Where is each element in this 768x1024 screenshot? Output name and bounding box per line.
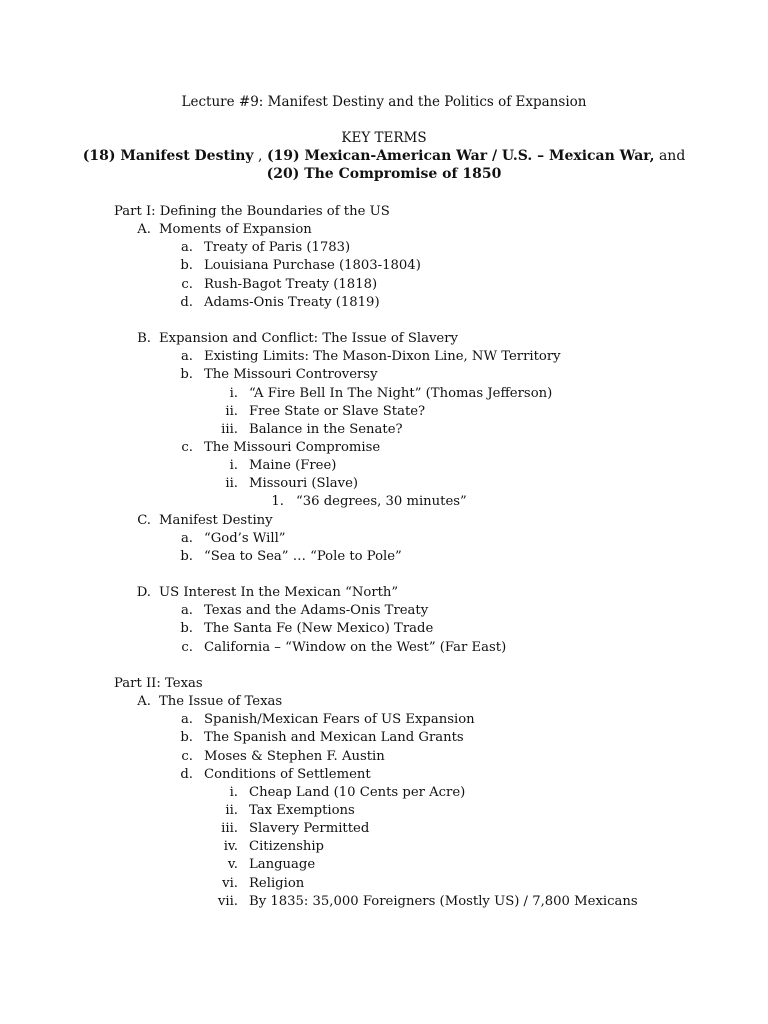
outline-marker: D. [136, 585, 151, 601]
outline-item [0, 239, 768, 257]
outline-marker: B. [137, 331, 151, 347]
outline-item [0, 584, 768, 602]
outline-text: Spanish/Mexican Fears of US Expansion [204, 712, 475, 728]
outline-item [0, 748, 768, 766]
outline-marker: iii. [221, 821, 238, 837]
outline-text: Part I: Defining the Boundaries of the US [114, 204, 390, 219]
outline-item [0, 330, 768, 348]
outline-marker: a. [180, 530, 193, 546]
outline-marker: C. [137, 512, 151, 528]
outline-marker: i. [229, 385, 238, 401]
outline-item [0, 729, 768, 747]
outline-text: Religion [249, 875, 305, 891]
outline-marker: a. [180, 603, 193, 619]
outline-item [0, 856, 768, 874]
outline-text: Texas and the Adams-Onis Treaty [204, 603, 429, 619]
outline-item [0, 784, 768, 802]
outline-item [0, 276, 768, 294]
outline-text: Slavery Permitted [249, 821, 370, 837]
outline-marker: A. [137, 694, 151, 710]
outline-text: The Santa Fe (New Mexico) Trade [204, 621, 434, 637]
outline-item [0, 403, 768, 421]
outline-marker: c. [181, 639, 193, 655]
outline-text: “God’s Will” [204, 530, 286, 546]
outline-text: Moses & Stephen F. Austin [204, 748, 385, 764]
outline-item [0, 820, 768, 838]
outline-text: The Spanish and Mexican Land Grants [204, 730, 464, 746]
key-term-mexican-american-war: (19) Mexican-American War / U.S. – Mexican War, [266, 148, 655, 164]
outline-item [0, 294, 768, 312]
outline-marker: vi. [222, 875, 238, 891]
outline-text: Treaty of Paris (1783) [204, 240, 351, 256]
key-terms-conjunction: and [654, 148, 686, 164]
outline-item [0, 693, 768, 711]
outline-marker: b. [180, 258, 193, 274]
outline-marker: c. [181, 276, 193, 292]
outline-marker: a. [180, 712, 193, 728]
outline-text: Conditions of Settlement [204, 766, 371, 782]
outline-item [0, 493, 768, 511]
outline-item [0, 348, 768, 366]
outline-text: Expansion and Conflict: The Issue of Slavery [159, 331, 458, 347]
outline-marker: a. [180, 240, 193, 256]
outline-text: Moments of Expansion [159, 222, 312, 238]
outline-marker: 1. [271, 494, 284, 510]
outline-item [0, 548, 768, 566]
outline-text: The Missouri Controversy [204, 367, 378, 383]
outline-item [0, 620, 768, 638]
outline-item [0, 366, 768, 384]
outline-item [0, 439, 768, 457]
outline-item [0, 875, 768, 893]
outline-marker: ii. [225, 476, 238, 492]
outline-marker: iii. [221, 421, 238, 437]
key-terms-separator: , [253, 148, 267, 164]
outline-item [0, 530, 768, 548]
outline-item [0, 457, 768, 475]
outline-text: Citizenship [249, 839, 324, 855]
outline-text: Part II: Texas [114, 675, 203, 691]
outline-marker: d. [180, 766, 193, 782]
outline-marker: i. [229, 458, 238, 474]
outline-item [0, 257, 768, 275]
outline-marker: d. [180, 294, 193, 310]
outline-item [0, 602, 768, 620]
outline-text: US Interest In the Mexican “North” [159, 585, 399, 601]
key-term-compromise-1850: (20) The Compromise of 1850 [266, 166, 502, 182]
outline-text: Manifest Destiny [159, 512, 273, 528]
outline-text: Cheap Land (10 Cents per Acre) [249, 784, 466, 800]
outline-item [0, 475, 768, 493]
outline-text: Louisiana Purchase (1803-1804) [204, 258, 421, 274]
outline-marker: c. [181, 439, 193, 455]
outline-item [0, 639, 768, 657]
outline-marker: iv. [223, 839, 238, 855]
outline-marker: ii. [225, 802, 238, 818]
outline-text: “A Fire Bell In The Night” (Thomas Jefferson) [249, 385, 553, 401]
lecture-title: Lecture #9: Manifest Destiny and the Politics of Expansion [181, 94, 587, 110]
outline-item [0, 221, 768, 239]
outline-marker: vii. [217, 893, 238, 909]
outline-text: Existing Limits: The Mason-Dixon Line, NW Territory [204, 349, 561, 365]
outline-text: The Issue of Texas [159, 694, 283, 710]
outline-item [0, 893, 768, 911]
outline-text: By 1835: 35,000 Foreigners (Mostly US) / 7,800 Mexicans [249, 893, 638, 909]
outline-item [0, 838, 768, 856]
outline-marker: a. [180, 349, 193, 365]
outline-text: Balance in the Senate? [249, 421, 403, 437]
key-terms-line-2 [0, 166, 768, 182]
outline-item [0, 711, 768, 729]
outline-marker: i. [229, 784, 238, 800]
outline-item [0, 512, 768, 530]
outline-text: “Sea to Sea” … “Pole to Pole” [204, 548, 402, 564]
outline-marker: ii. [225, 403, 238, 419]
outline-part-heading [0, 203, 768, 221]
outline-item [0, 802, 768, 820]
key-terms-heading: KEY TERMS [341, 130, 427, 146]
key-term-manifest-destiny: (18) Manifest Destiny [82, 148, 254, 164]
outline-text: Rush-Bagot Treaty (1818) [204, 276, 378, 292]
outline-part-heading [0, 675, 768, 693]
outline-text: Tax Exemptions [249, 802, 355, 818]
outline-marker: c. [181, 748, 193, 764]
key-terms-line-1 [0, 148, 768, 164]
outline-marker: b. [180, 548, 193, 564]
outline-text: The Missouri Compromise [204, 439, 381, 455]
outline-text: Missouri (Slave) [249, 476, 359, 492]
outline-item [0, 766, 768, 784]
outline-text: Free State or Slave State? [249, 403, 426, 419]
outline-marker: A. [137, 222, 151, 238]
outline-text: “36 degrees, 30 minutes” [296, 494, 467, 510]
outline-marker: b. [180, 367, 193, 383]
outline-text: Language [249, 857, 316, 873]
outline-marker: v. [227, 857, 238, 873]
outline-item [0, 385, 768, 403]
outline-text: Maine (Free) [249, 458, 337, 474]
outline-text: California – “Window on the West” (Far East) [204, 639, 507, 655]
outline-text: Adams-Onis Treaty (1819) [204, 294, 380, 310]
outline-marker: b. [180, 621, 193, 637]
outline-marker: b. [180, 730, 193, 746]
outline-item [0, 421, 768, 439]
